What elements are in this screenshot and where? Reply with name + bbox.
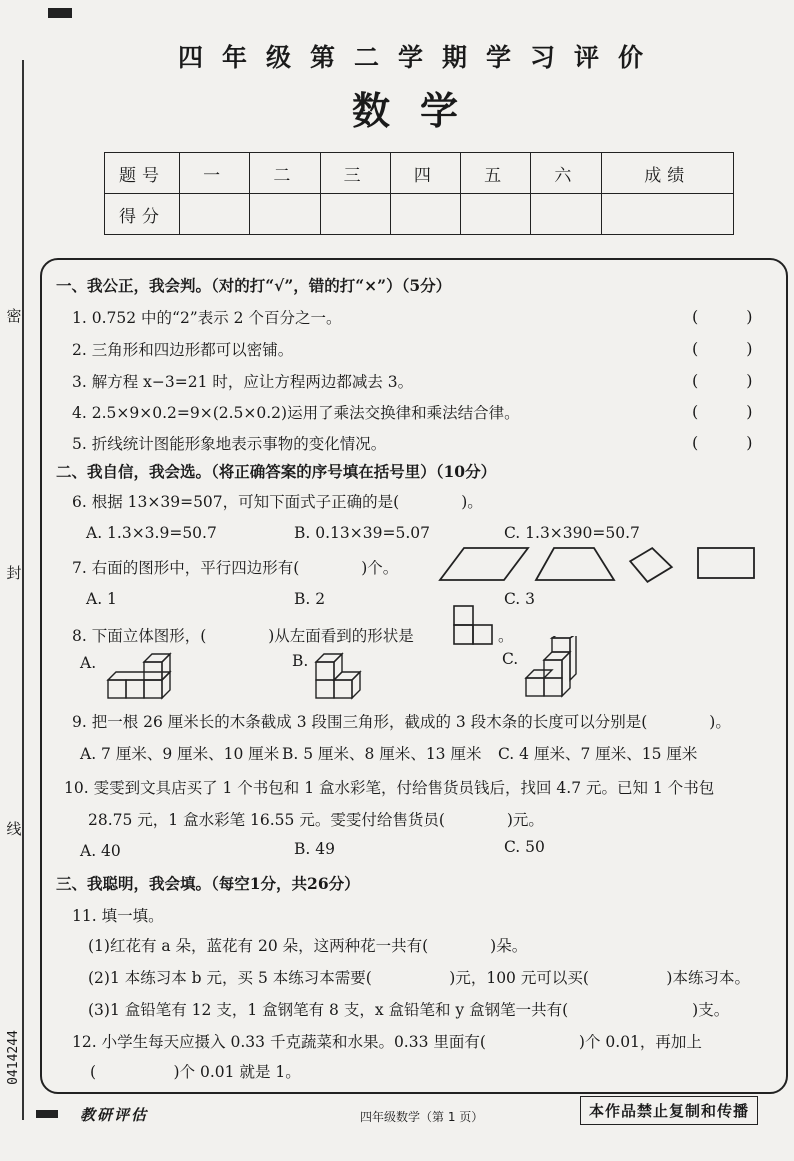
page-title: 四年级第二学期学习评价: [177, 43, 662, 72]
q8-cubes-b: [312, 648, 392, 706]
score-cell[interactable]: [531, 194, 601, 235]
footer-copyright-box: 本作品禁止复制和传播: [580, 1096, 758, 1125]
parallelogram-shape: [440, 548, 528, 580]
score-header-cell: 二: [250, 153, 320, 194]
judge-q1: 1. 0.752 中的“2”表示 2 个百分之一。: [72, 309, 342, 327]
choose-q10-line2: 28.75 元，1 盒水彩笔 16.55 元。雯雯付给售货员( )元。: [88, 811, 544, 829]
answer-paren[interactable]: ( ): [692, 371, 753, 390]
q9-option-c: C. 4 厘米、7 厘米、15 厘米: [498, 745, 698, 763]
q8-option-a: A.: [80, 654, 97, 672]
choose-q6: 6. 根据 13×39=507，可知下面式子正确的是( )。: [72, 493, 483, 511]
q8-option-c: C.: [502, 650, 519, 668]
fill-q11-1: (1)红花有 a 朵，蓝花有 20 朵，这两种花一共有( )朵。: [88, 937, 528, 955]
score-cell[interactable]: [250, 194, 320, 235]
footer-mark: [36, 1110, 58, 1118]
score-header-cell: 五: [461, 153, 531, 194]
score-header-cell: 一: [180, 153, 250, 194]
square-rotated-shape: [628, 545, 674, 585]
fill-q12-line1: 12. 小学生每天应摄入 0.33 千克蔬菜和水果。0.33 里面有( )个 0.01，再加上: [72, 1033, 702, 1051]
q8-option-b: B.: [292, 652, 309, 670]
footer-page-label: 四年级数学（第 1 页）: [360, 1110, 484, 1124]
choose-q10-line1: 10. 雯雯到文具店买了 1 个书包和 1 盒水彩笔，付给售货员钱后，找回 4.7 元。已知 1 个书包: [64, 779, 715, 797]
score-cell[interactable]: [180, 194, 250, 235]
score-cell[interactable]: [601, 194, 734, 235]
q7-option-b: B. 2: [294, 590, 326, 608]
seal-feng: 封: [6, 564, 22, 582]
binding-line: [22, 60, 24, 1120]
section-1-heading: 一、我公正，我会判。（对的打“√”，错的打“×”）（5分）: [56, 276, 452, 295]
q10-option-c: C. 50: [504, 838, 545, 856]
score-header-cell: 四: [390, 153, 460, 194]
footer-publisher: 教研评估: [80, 1106, 149, 1124]
judge-q3: 3. 解方程 x−3=21 时，应让方程两边都减去 3。: [72, 373, 414, 391]
fill-q11-3: (3)1 盒铅笔有 12 支，1 盒钢笔有 8 支，x 盒铅笔和 y 盒钢笔一共有( )支。: [88, 1001, 730, 1019]
score-cell[interactable]: [390, 194, 460, 235]
choose-q9: 9. 把一根 26 厘米长的木条截成 3 段围三角形，截成的 3 段木条的长度可以分别是( )。: [72, 713, 731, 731]
section-2-heading: 二、我自信，我会选。（将正确答案的序号填在括号里）（10分）: [56, 462, 497, 481]
q9-option-a: A. 7 厘米、9 厘米、10 厘米: [80, 745, 280, 763]
answer-paren[interactable]: ( ): [692, 433, 753, 452]
q6-option-a: A. 1.3×3.9=50.7: [86, 524, 217, 542]
q10-option-a: A. 40: [80, 842, 121, 860]
score-header-cell: 六: [531, 153, 601, 194]
q7-shapes: [436, 545, 766, 585]
q8-left-view: [450, 604, 496, 650]
fill-q11: 11. 填一填。: [72, 907, 164, 925]
score-cell[interactable]: [461, 194, 531, 235]
serial-number: 0414244: [5, 1030, 21, 1085]
score-table: [104, 152, 734, 235]
fill-q11-2: (2)1 本练习本 b 元，买 5 本练习本需要( )元，100 元可以买( )本练习本。: [88, 969, 750, 987]
answer-paren[interactable]: ( ): [692, 307, 753, 326]
judge-q2: 2. 三角形和四边形都可以密铺。: [72, 341, 294, 359]
fill-q12-line2: ( )个 0.01 就是 1。: [90, 1063, 301, 1081]
rectangle-shape: [698, 548, 754, 578]
q8-cubes-c: [522, 636, 586, 702]
seal-mi: 密: [6, 307, 22, 325]
q8-tail: 。: [498, 627, 514, 645]
q8-cubes-a: [104, 648, 204, 706]
trapezoid-shape: [536, 548, 614, 580]
score-header-cell: 题号: [105, 153, 180, 194]
answer-paren[interactable]: ( ): [692, 402, 753, 421]
score-row-label: 得分: [105, 194, 180, 235]
corner-mark: [48, 8, 72, 18]
q10-option-b: B. 49: [294, 840, 335, 858]
judge-q4: 4. 2.5×9×0.2=9×(2.5×0.2)运用了乘法交换律和乘法结合律。: [72, 404, 520, 422]
score-cell[interactable]: [320, 194, 390, 235]
answer-paren[interactable]: ( ): [692, 339, 753, 358]
subject-title: 数学: [351, 88, 488, 133]
q7-option-a: A. 1: [86, 590, 117, 608]
score-header-cell: 成绩: [601, 153, 734, 194]
judge-q5: 5. 折线统计图能形象地表示事物的变化情况。: [72, 435, 387, 453]
q7-option-c: C. 3: [504, 590, 536, 608]
seal-xian: 线: [6, 820, 22, 838]
q6-option-b: B. 0.13×39=5.07: [294, 524, 430, 542]
choose-q8: 8. 下面立体图形，( )从左面看到的形状是: [72, 627, 414, 645]
q6-option-c: C. 1.3×390=50.7: [504, 524, 640, 542]
score-header-cell: 三: [320, 153, 390, 194]
q9-option-b: B. 5 厘米、8 厘米、13 厘米: [282, 745, 482, 763]
section-3-heading: 三、我聪明，我会填。（每空1分，共26分）: [56, 874, 360, 893]
choose-q7: 7. 右面的图形中，平行四边形有( )个。: [72, 559, 399, 577]
